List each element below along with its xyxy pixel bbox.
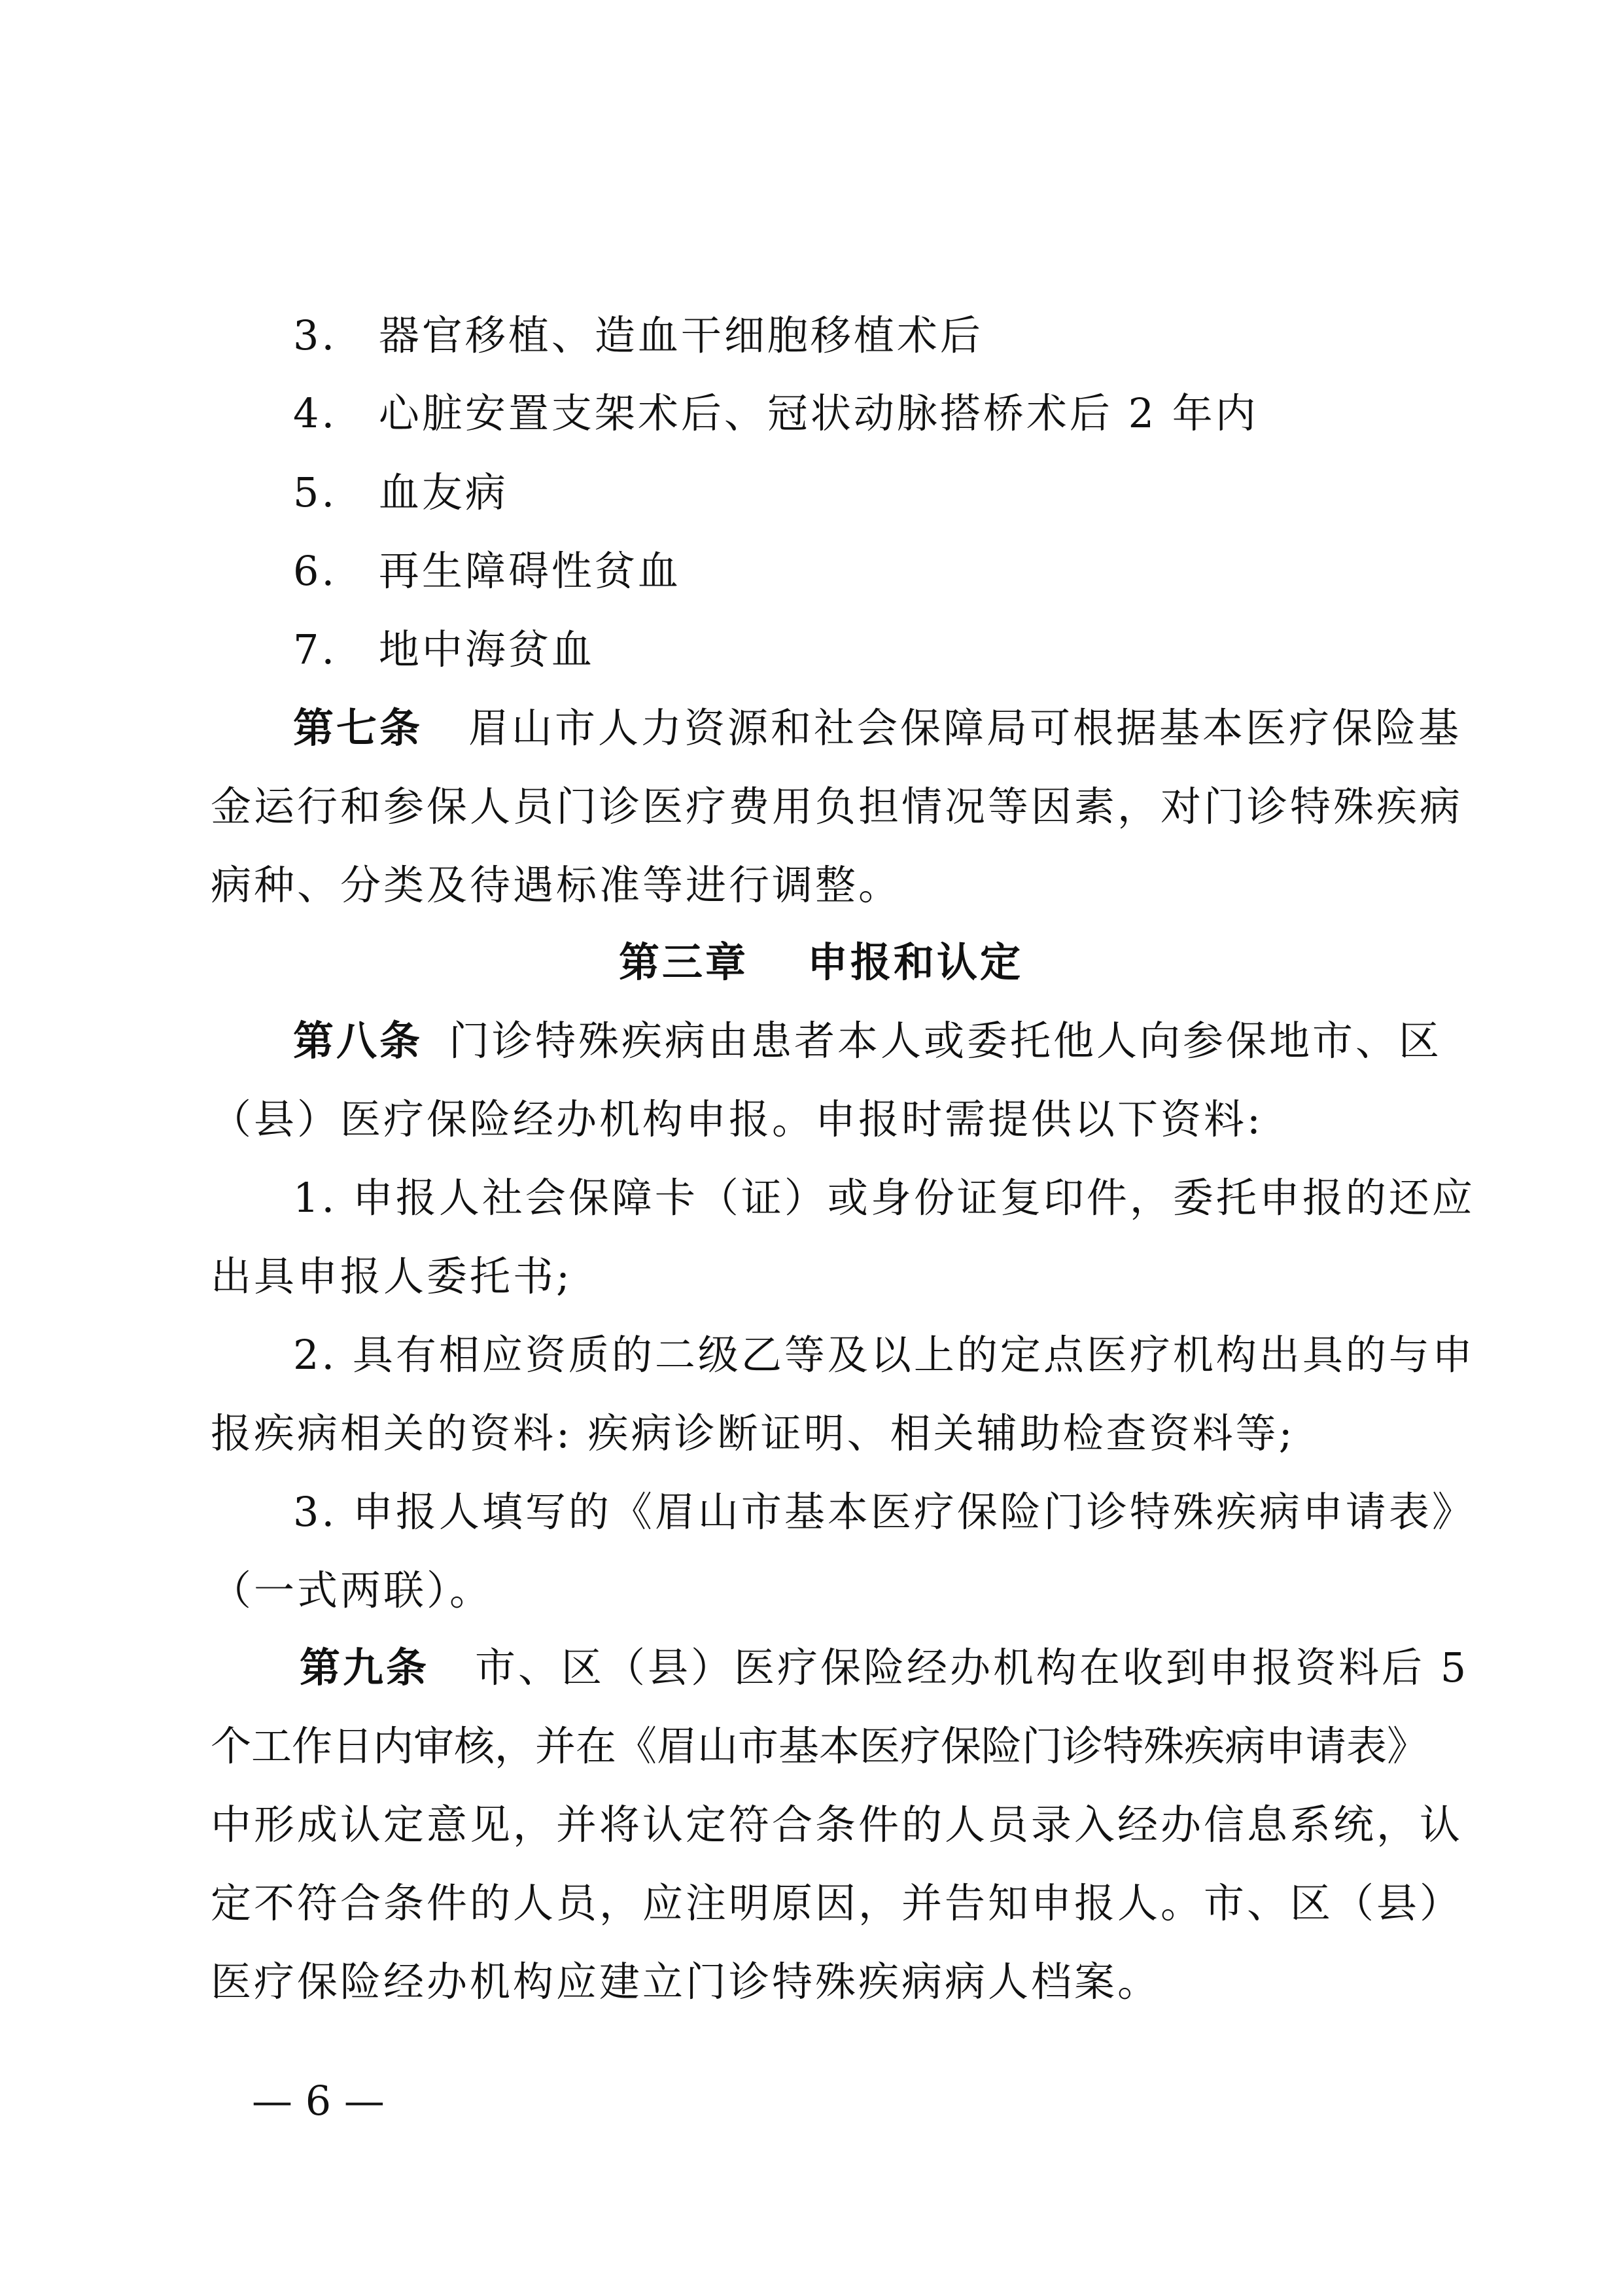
article-7-first-line xyxy=(293,704,1462,752)
article-8-heading: 第八条 xyxy=(293,1017,423,1065)
article-8-sub-2: 2. 具有相应资质的二级乙等及以上的定点医疗机构出具的与申 xyxy=(293,1331,1475,1379)
article-7-heading: 第七条 xyxy=(293,704,423,752)
list-item xyxy=(293,389,1259,437)
article-7-text: 眉山市人力资源和社会保障局可根据基本医疗保险基 xyxy=(468,704,1462,752)
article-9-line-3: 中形成认定意见，并将认定符合条件的人员录入经办信息系统，认 xyxy=(211,1801,1463,1848)
chapter-number: 第三章 xyxy=(619,938,749,986)
chapter-heading xyxy=(619,938,1024,986)
list-item-number: 6. xyxy=(293,547,338,595)
article-8-sub-1-cont: 出具申报人委托书; xyxy=(211,1252,572,1300)
article-9-line-5: 医疗保险经办机构应建立门诊特殊疾病病人档案。 xyxy=(211,1958,1161,2005)
chapter-title: 申报和认定 xyxy=(807,938,1024,986)
article-9-text: 市、区（县）医疗保险经办机构在收到申报资料后 5 xyxy=(475,1644,1469,1691)
article-9-first-line xyxy=(300,1644,1469,1691)
article-8-sub-2-cont: 报疾病相关的资料: 疾病诊断证明、相关辅助检查资料等; xyxy=(211,1409,1295,1457)
article-8-sub-1: 1. 申报人社会保障卡（证）或身份证复印件，委托申报的还应 xyxy=(293,1174,1475,1222)
article-8-sub-3: 3. 申报人填写的《眉山市基本医疗保险门诊特殊疾病申请表》 xyxy=(293,1488,1475,1536)
list-item-number: 3. xyxy=(293,311,338,359)
list-item-text: 再生障碍性贫血 xyxy=(378,547,681,595)
article-7-line-3: 病种、分类及待遇标准等进行调整。 xyxy=(211,861,902,909)
page-number: — 6 — xyxy=(252,2077,385,2125)
list-item-number: 4. xyxy=(293,389,338,437)
list-item-text: 器官移植、造血干细胞移植术后 xyxy=(378,311,983,359)
article-8-first-line xyxy=(293,1017,1442,1065)
list-item-text: 心脏安置支架术后、冠状动脉搭桥术后 2 年内 xyxy=(378,389,1259,437)
list-item xyxy=(293,626,595,673)
list-item-text: 血友病 xyxy=(378,468,508,516)
list-item-number: 5. xyxy=(293,468,338,516)
article-9-line-2: 个工作日内审核，并在《眉山市基本医疗保险门诊特殊疾病申请表》 xyxy=(211,1722,1428,1770)
list-item xyxy=(293,547,681,595)
list-item xyxy=(293,311,983,359)
article-9-heading: 第九条 xyxy=(300,1644,430,1691)
list-item-text: 地中海贫血 xyxy=(378,626,595,673)
article-8-sub-3-cont: （一式两联）。 xyxy=(211,1566,493,1614)
list-item-number: 7. xyxy=(293,626,338,673)
article-8-text: 门诊特殊疾病由患者本人或委托他人向参保地市、区 xyxy=(449,1017,1442,1065)
article-7-line-2: 金运行和参保人员门诊医疗费用负担情况等因素，对门诊特殊疾病 xyxy=(211,783,1463,830)
article-8-line-2: （县）医疗保险经办机构申报。申报时需提供以下资料: xyxy=(211,1095,1263,1143)
article-9-line-4: 定不符合条件的人员，应注明原因，并告知申报人。市、区（县） xyxy=(211,1879,1463,1927)
list-item xyxy=(293,468,508,516)
